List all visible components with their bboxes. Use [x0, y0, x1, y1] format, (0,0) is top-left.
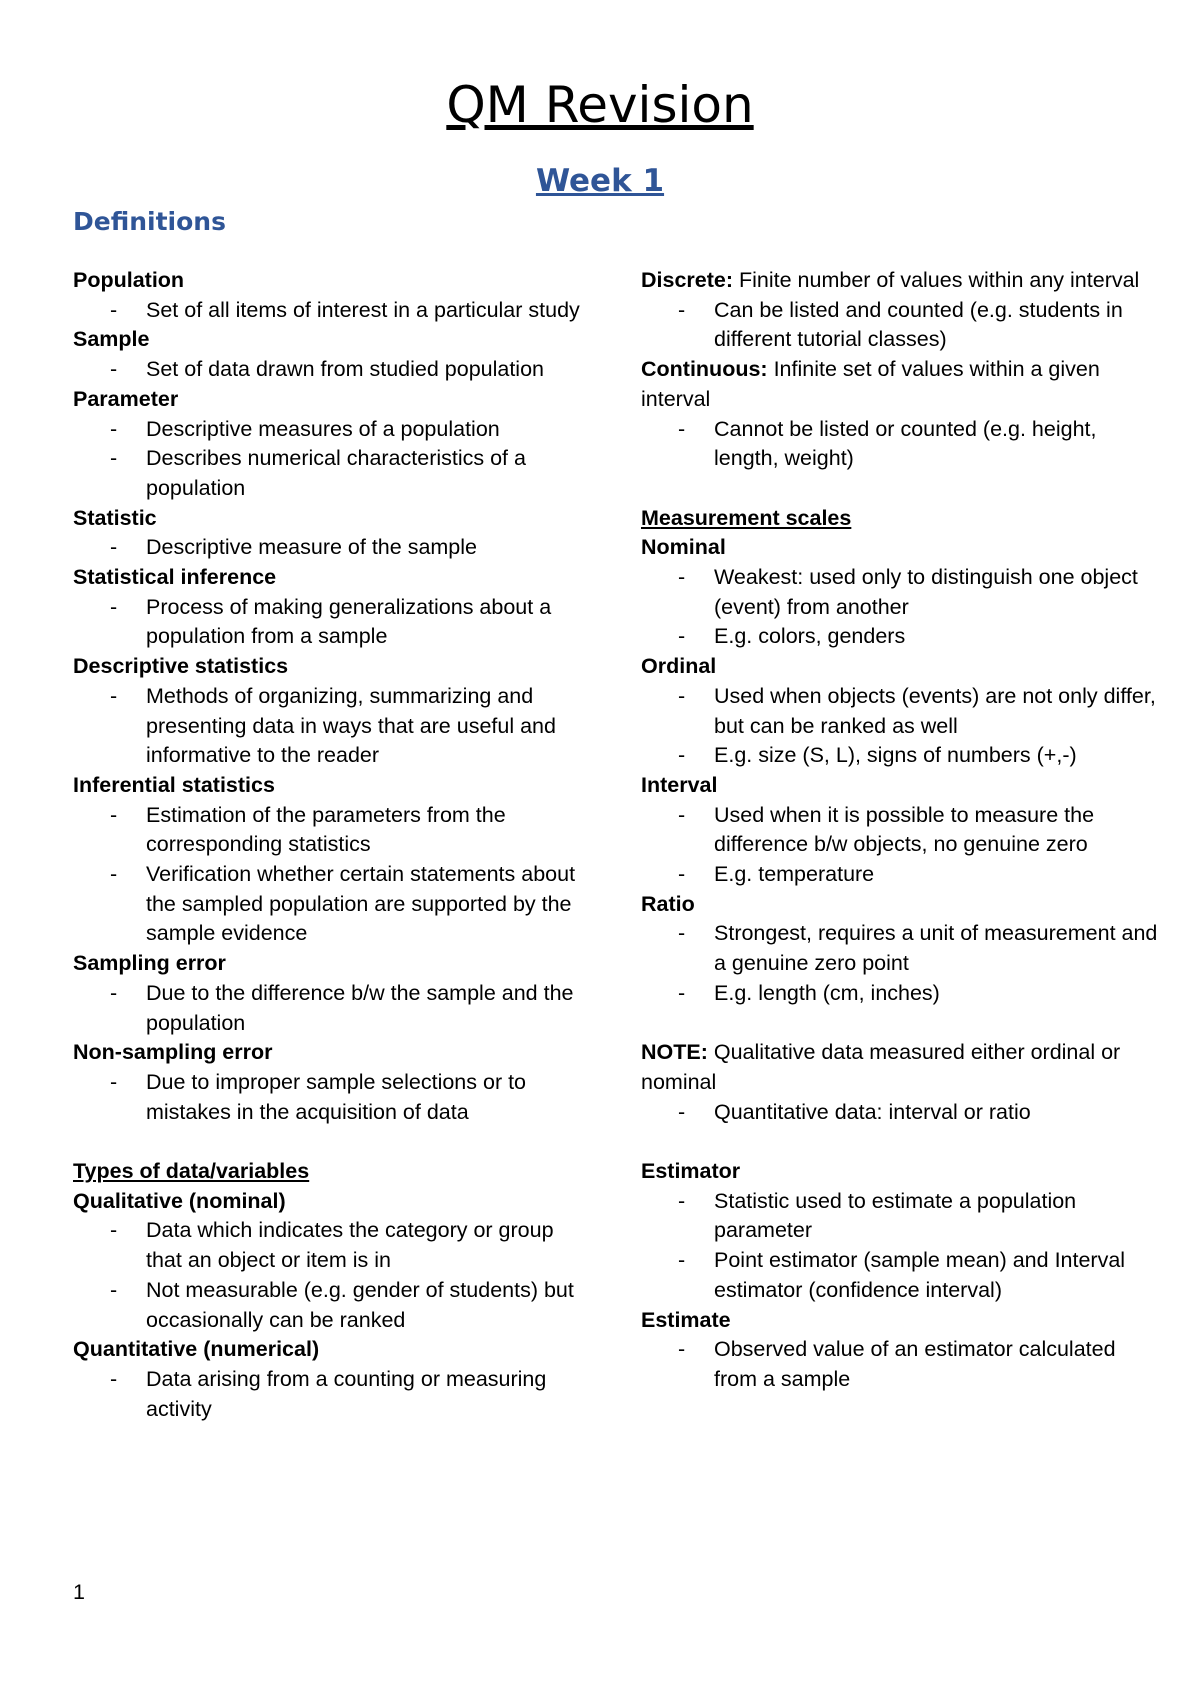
term-descriptive-statistics: Descriptive statistics — [73, 654, 289, 679]
left-column — [73, 266, 593, 1424]
term-population: Population — [73, 268, 185, 292]
ordinal-bullets — [641, 682, 1161, 771]
continuous-definition — [641, 355, 1161, 414]
term-discrete: Discrete: — [641, 268, 734, 292]
term-estimator: Estimator — [641, 1159, 741, 1184]
list-item: - Verification whether certain statements about the sampled population are supported by the sample evidence — [73, 860, 593, 949]
note-label: NOTE: — [641, 1040, 708, 1065]
document-title: QM Revision — [446, 76, 754, 134]
term-ratio: Ratio — [641, 891, 695, 916]
discrete-text: Finite number of values within any interval — [739, 268, 1140, 292]
list-item: - Observed value of an estimator calculated from a sample — [641, 1335, 1161, 1394]
inference-bullets — [73, 593, 593, 652]
interval-bullets — [641, 801, 1161, 890]
sampling-error-bullets — [73, 979, 593, 1038]
list-item: - Used when it is possible to measure the difference b/w objects, no genuine zero — [641, 801, 1161, 860]
sample-bullets — [73, 355, 593, 385]
types-heading: Types of data/variables — [73, 1159, 310, 1184]
list-item: - E.g. colors, genders — [641, 622, 1161, 652]
term-interval: Interval — [641, 772, 718, 797]
list-item: - Set of data drawn from studied population — [73, 355, 593, 385]
term-qualitative: Qualitative (nominal) — [73, 1188, 286, 1213]
term-nominal: Nominal — [641, 535, 726, 560]
list-item: - Not measurable (e.g. gender of students) but occasionally can be ranked — [73, 1276, 593, 1335]
list-item: - Cannot be listed or counted (e.g. height, length, weight) — [641, 415, 1161, 474]
list-item: - Point estimator (sample mean) and Interval estimator (confidence interval) — [641, 1246, 1161, 1305]
list-item: - Describes numerical characteristics of a population — [73, 444, 593, 503]
qualitative-bullets — [73, 1216, 593, 1335]
note-bullets — [641, 1098, 1161, 1128]
list-item: - Process of making generalizations about a population from a sample — [73, 593, 593, 652]
spacer — [641, 1009, 1161, 1039]
estimate-bullets — [641, 1335, 1161, 1394]
list-item: - Set of all items of interest in a particular study — [73, 296, 593, 326]
note-paragraph — [641, 1038, 1161, 1097]
measurement-scales-heading: Measurement scales — [641, 505, 852, 530]
estimator-bullets — [641, 1187, 1161, 1306]
term-ordinal: Ordinal — [641, 654, 717, 679]
list-item: - Data which indicates the category or group that an object or item is in — [73, 1216, 593, 1275]
term-non-sampling-error: Non-sampling error — [73, 1040, 273, 1065]
spacer — [641, 1127, 1161, 1157]
list-item: - Can be listed and counted (e.g. students in different tutorial classes) — [641, 296, 1161, 355]
list-item: - Descriptive measure of the sample — [73, 533, 593, 563]
right-column — [641, 266, 1161, 1395]
term-sample: Sample — [73, 327, 150, 352]
list-item: - Weakest: used only to distinguish one object (event) from another — [641, 563, 1161, 622]
list-item: - E.g. length (cm, inches) — [641, 979, 1161, 1009]
continuous-bullets — [641, 415, 1161, 474]
page-number: 1 — [73, 1580, 85, 1604]
list-item: - Strongest, requires a unit of measurement and a genuine zero point — [641, 919, 1161, 978]
population-bullets — [73, 296, 593, 326]
non-sampling-error-bullets — [73, 1068, 593, 1127]
statistic-bullets — [73, 533, 593, 563]
list-item: - Due to improper sample selections or to mistakes in the acquisition of data — [73, 1068, 593, 1127]
term-estimate: Estimate — [641, 1307, 731, 1332]
spacer — [73, 1127, 593, 1157]
term-statistical-inference: Statistical inference — [73, 565, 277, 590]
discrete-bullets — [641, 296, 1161, 355]
list-item: - E.g. temperature — [641, 860, 1161, 890]
term-inferential-statistics: Inferential statistics — [73, 772, 275, 797]
list-item: - Methods of organizing, summarizing and presenting data in ways that are useful and informative to the reader — [73, 682, 593, 771]
spacer — [641, 474, 1161, 504]
nominal-bullets — [641, 563, 1161, 652]
parameter-bullets — [73, 415, 593, 504]
inferential-bullets — [73, 801, 593, 950]
discrete-definition — [641, 266, 1161, 296]
note-text: Qualitative data measured either ordinal or nominal — [641, 1040, 1121, 1094]
term-sampling-error: Sampling error — [73, 951, 226, 976]
list-item: - Quantitative data: interval or ratio — [641, 1098, 1161, 1128]
term-continuous: Continuous: — [641, 357, 768, 382]
quantitative-bullets — [73, 1365, 593, 1424]
list-item: - Statistic used to estimate a population parameter — [641, 1187, 1161, 1246]
term-quantitative: Quantitative (numerical) — [73, 1337, 320, 1362]
ratio-bullets — [641, 919, 1161, 1008]
descriptive-bullets — [73, 682, 593, 771]
list-item: - E.g. size (S, L), signs of numbers (+,-) — [641, 741, 1161, 771]
section-heading: Definitions — [73, 207, 226, 236]
continuous-text: Infinite set of values within a given interval — [641, 357, 1100, 411]
term-statistic: Statistic — [73, 505, 157, 530]
list-item: - Estimation of the parameters from the corresponding statistics — [73, 801, 593, 860]
list-item: - Due to the difference b/w the sample and the population — [73, 979, 593, 1038]
term-parameter: Parameter — [73, 386, 179, 411]
list-item: - Descriptive measures of a population — [73, 415, 593, 445]
list-item: - Data arising from a counting or measuring activity — [73, 1365, 593, 1424]
list-item: - Used when objects (events) are not only differ, but can be ranked as well — [641, 682, 1161, 741]
week-heading: Week 1 — [535, 163, 665, 199]
